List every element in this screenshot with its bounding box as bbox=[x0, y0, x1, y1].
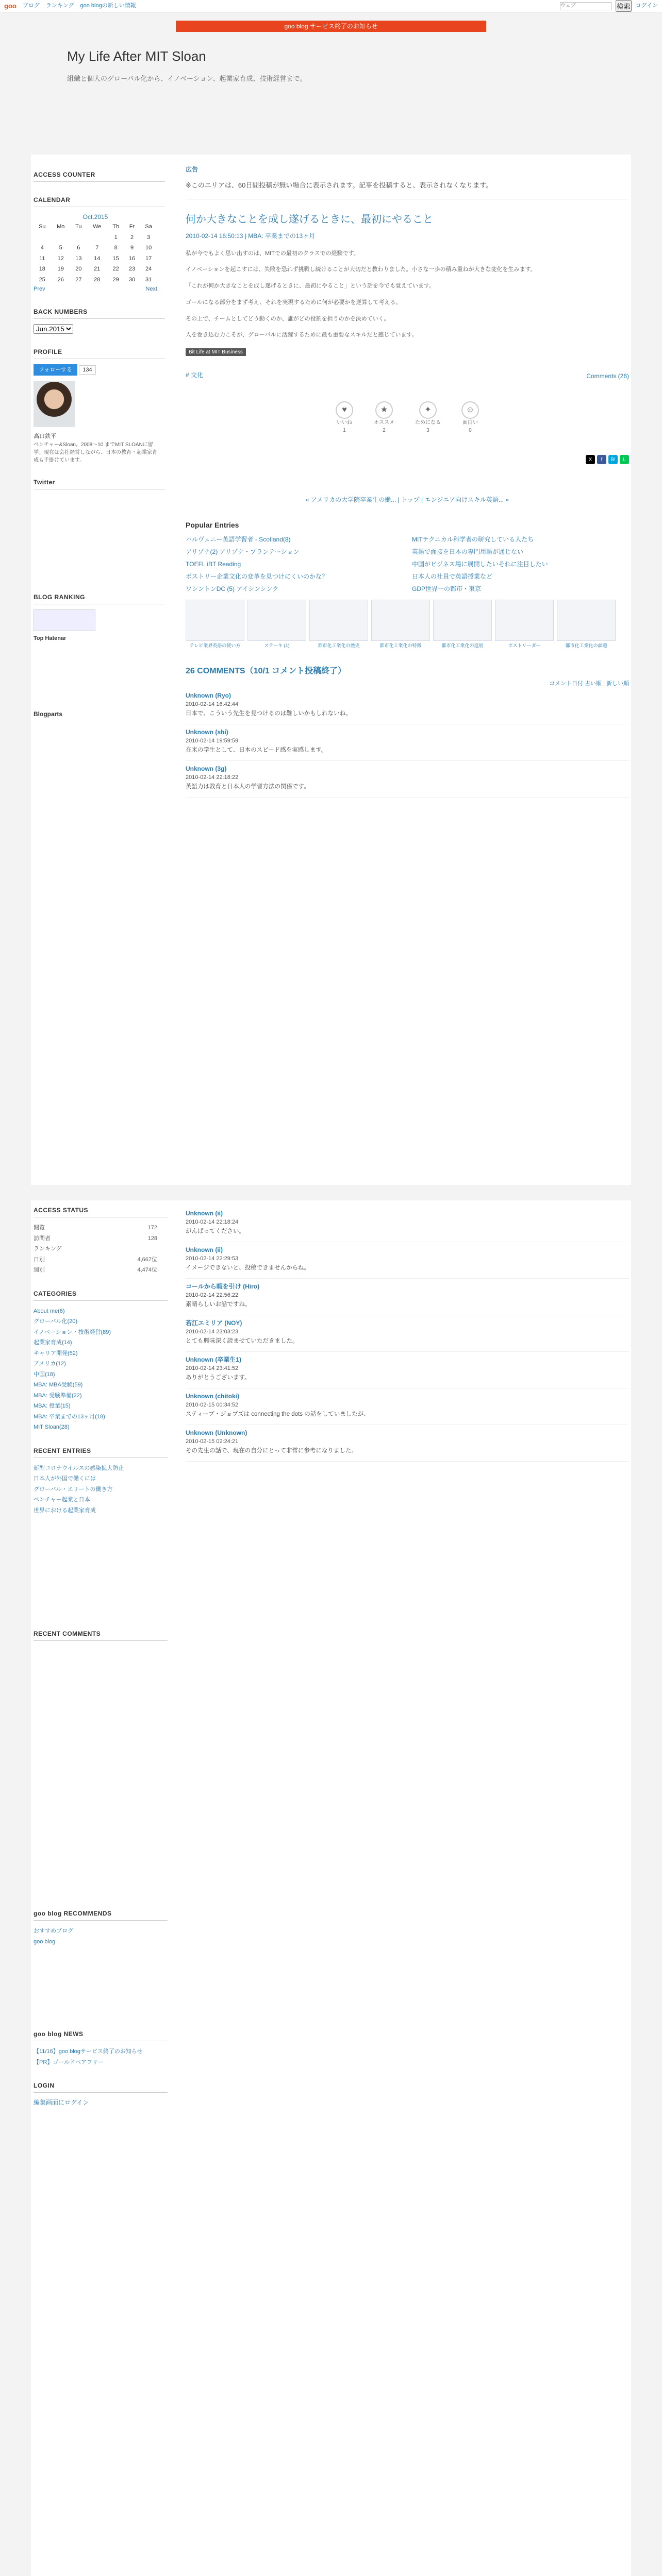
login-link[interactable]: ログイン bbox=[635, 3, 658, 9]
calendar-title: CALENDAR bbox=[34, 195, 165, 207]
smile-icon: ☺ bbox=[461, 401, 479, 419]
popular-item[interactable]: アリゾナ(2) アリゾナ・プランテーション bbox=[186, 548, 300, 556]
popular-item[interactable]: 日本人の社員で英語授業など bbox=[412, 573, 493, 581]
profile-title: PROFILE bbox=[34, 347, 165, 359]
access-counter-title: ACCESS COUNTER bbox=[34, 170, 165, 182]
top-bar bbox=[0, 0, 662, 12]
comment: 若江エミリア (NOY) 2010-02-14 23:03:23 とても興味深く読ませていただきました。 bbox=[186, 1315, 629, 1352]
goo-item[interactable]: おすすめブログ bbox=[34, 1928, 74, 1934]
follow-button[interactable]: フォローする bbox=[34, 364, 77, 376]
category-item[interactable]: グローバル化(20) bbox=[34, 1318, 78, 1325]
related-thumb[interactable]: 都市化工業化の進展 bbox=[433, 600, 492, 650]
related-thumb[interactable]: ポストリーダー bbox=[495, 600, 554, 650]
status-row: 日別 4,667位 bbox=[34, 1256, 157, 1263]
search-input[interactable] bbox=[560, 2, 611, 10]
goo-recommends-title: goo blog RECOMMENDS bbox=[34, 1909, 168, 1921]
service-end-notice[interactable]: goo blog サービス終了のお知らせ bbox=[176, 21, 486, 32]
blog-subtitle: 組織と個人のグローバル化から、イノベーション、起業家育成、技術経営まで。 bbox=[67, 75, 307, 82]
topbar-link-ranking[interactable]: ランキング bbox=[45, 3, 74, 9]
facebook-share-icon[interactable]: f bbox=[597, 455, 606, 464]
like-icon: ♥ bbox=[336, 401, 353, 419]
reaction-useful[interactable]: ✦ ためになる 3 bbox=[415, 401, 441, 434]
blog-title[interactable]: My Life After MIT Sloan bbox=[67, 48, 206, 64]
comment-sort[interactable]: コメント日付 古い順 | 新しい順 bbox=[549, 680, 629, 687]
category-item[interactable]: MBA: 卒業までの13ヶ月(18) bbox=[34, 1413, 105, 1420]
back-numbers-title: BACK NUMBERS bbox=[34, 307, 165, 319]
status-row: 閲覧 172 bbox=[34, 1225, 157, 1231]
calendar-next[interactable]: Next bbox=[145, 286, 157, 292]
popular-item[interactable]: TOEFL iBT Reading bbox=[186, 561, 241, 568]
reaction-recommend[interactable]: ★ オススメ 2 bbox=[374, 401, 394, 434]
reaction-like[interactable]: ♥ いいね 1 bbox=[336, 401, 353, 434]
ranking-badge[interactable] bbox=[34, 609, 95, 631]
post-body bbox=[186, 249, 629, 357]
popular-item[interactable]: ハルヴェニー英語学習者 - Scotland(8) bbox=[186, 536, 291, 544]
comment: Unknown (ii) 2010-02-14 22:18:24 がんばってください。 bbox=[186, 1206, 629, 1242]
recent-entry[interactable]: 世界における起業家育成 bbox=[34, 1507, 96, 1514]
search-button[interactable]: 検索 bbox=[616, 0, 632, 12]
category-item[interactable]: 起業家育成(14) bbox=[34, 1340, 72, 1346]
status-row: 週別 4,474位 bbox=[34, 1267, 157, 1273]
comment: Unknown (Ryo) 2010-02-14 16:42:44 日本で、こういう先生を見つけるのは難しいかもしれないね。 bbox=[186, 688, 629, 724]
bulb-icon: ✦ bbox=[419, 401, 437, 419]
recent-entry[interactable]: グローバル・エリートの働き方 bbox=[34, 1486, 113, 1493]
post-tag[interactable]: # 文化 bbox=[186, 371, 204, 379]
comments-link[interactable]: Comments (26) bbox=[586, 372, 629, 380]
x-share-icon[interactable]: X bbox=[586, 455, 595, 464]
post-paragraph: 人を巻き込む力こそが、グローバルに活躍するために最も重要なスキルだと感じています。 bbox=[186, 332, 418, 338]
comment: Unknown (ii) 2010-02-14 22:29:53 イメージできないと、投稿できませんからね。 bbox=[186, 1242, 629, 1279]
popular-title: Popular Entries bbox=[186, 521, 239, 530]
comment: Unknown (Unknown) 2010-02-15 02:24:21 その先生の話で、現在の自分にとって非常に参考になりました。 bbox=[186, 1425, 629, 1462]
hatena-share-icon[interactable]: B! bbox=[608, 455, 618, 464]
comment: Unknown (卒業生1) 2010-02-14 23:41:52 ありがとうございます。 bbox=[186, 1352, 629, 1388]
calendar-table: Su Mo Tu We Th Fr Sa 1 2 3 4 5 6 7 8 9 10 11 12 13 14 15 16 17 18 19 20 21 22 23 24 25 26 27 28 29 30 31 bbox=[34, 222, 157, 285]
topbar-link-news[interactable]: goo blogの新しい情報 bbox=[80, 3, 136, 9]
popular-item[interactable]: GDP世界一の都市・東京 bbox=[412, 585, 482, 593]
comment: Unknown (3g) 2010-02-14 22:18:22 英語力は教育と日本人の学習方法の関係です。 bbox=[186, 761, 629, 798]
recent-comments-title: RECENT COMMENTS bbox=[34, 1629, 168, 1641]
post-paragraph: その上で、チームとしてどう動くのか、誰がどの役割を担うのかを決めていく。 bbox=[186, 315, 390, 322]
category-item[interactable]: MIT Sloan(28) bbox=[34, 1424, 70, 1430]
blog-ranking-title: BLOG RANKING bbox=[34, 592, 165, 604]
ranking-line: Top Hatenar bbox=[34, 635, 67, 641]
calendar-month: Oct.2015 bbox=[82, 213, 108, 221]
follower-count: 134 bbox=[79, 365, 95, 375]
lower-comments bbox=[186, 1206, 629, 1462]
star-icon: ★ bbox=[375, 401, 393, 419]
category-item[interactable]: MBA: 受験準備(22) bbox=[34, 1392, 82, 1399]
related-thumb[interactable]: 都市化工業化の歴史 bbox=[309, 600, 368, 650]
popular-item[interactable]: 中国がビジネス場に展開したいそれに注目したい bbox=[412, 561, 548, 568]
profile-name: 高口鉄平 bbox=[34, 433, 56, 439]
ad-text: ※このエリアは、60日間投稿が無い場合に表示されます。記事を投稿すると、表示されなくなります。 bbox=[186, 180, 629, 199]
related-thumb[interactable]: テレビ業界英語の使い方 bbox=[186, 600, 244, 650]
post-title[interactable]: 何か大きなことを成し遂げるときに、最初にやること bbox=[186, 213, 433, 225]
post-paragraph: 「これが何か大きなことを成し遂げるときに、最初にやること」という話を今でも覚えています。 bbox=[186, 283, 435, 290]
status-row: 訪問者 128 bbox=[34, 1235, 157, 1242]
comment: Unknown (chitoki) 2010-02-15 00:34:52 スティーブ・ジョブズは connecting the dots の話をしていましたが、 bbox=[186, 1388, 629, 1425]
share-buttons bbox=[186, 455, 629, 464]
goo-news-title: goo blog NEWS bbox=[34, 2029, 168, 2041]
reaction-fun[interactable]: ☺ 面白い 0 bbox=[461, 401, 479, 434]
lower-page bbox=[31, 1200, 631, 2576]
line-share-icon[interactable]: L bbox=[620, 455, 629, 464]
categories-title: CATEGORIES bbox=[34, 1289, 168, 1301]
calendar-prev[interactable]: Prev bbox=[34, 286, 45, 292]
comment: Unknown (shi) 2010-02-14 19:59:59 在米の学生として、日本のスピード感を実感します。 bbox=[186, 724, 629, 761]
calendar-days: Su Mo Tu We Th Fr Sa bbox=[39, 224, 152, 230]
category-item[interactable]: アメリカ(12) bbox=[34, 1361, 66, 1367]
back-numbers-select[interactable] bbox=[34, 324, 73, 334]
content-page bbox=[31, 155, 631, 1185]
lower-sidebar bbox=[34, 1206, 168, 2121]
login-edit-link[interactable]: 編集画面にログイン bbox=[34, 2099, 89, 2106]
reactions bbox=[186, 401, 629, 434]
post-paragraph: 私が今でもよく思い出すのは、MITでの最初のクラスでの経験です。 bbox=[186, 250, 359, 257]
related-thumb[interactable]: ステーキ (1) bbox=[247, 600, 306, 650]
recent-entries-title: RECENT ENTRIES bbox=[34, 1446, 168, 1458]
related-thumbs bbox=[186, 600, 629, 650]
news-item[interactable]: 【PR】ゴールドペアフリー bbox=[34, 2059, 104, 2065]
comments-heading: 26 COMMENTS（10/1 コメント投稿終了） bbox=[186, 666, 346, 675]
recent-entry[interactable]: 日本人が外国で働くには bbox=[34, 1476, 96, 1482]
main-content bbox=[186, 155, 629, 798]
popular-item[interactable]: MITテクニカル科学者の研究している人たち bbox=[412, 536, 534, 544]
topbar-link-blog[interactable]: ブログ bbox=[22, 3, 40, 9]
post-meta[interactable]: 2010-02-14 16:50:13 | MBA: 卒業までの13ヶ月 bbox=[186, 232, 316, 240]
related-thumb[interactable]: 都市化工業化の課題 bbox=[557, 600, 616, 650]
news-item[interactable]: 【11/16】goo blogサービス終了のお知らせ bbox=[34, 2048, 143, 2055]
twitter-title: Twitter bbox=[34, 478, 165, 489]
related-thumb[interactable]: 都市化工業化の特徴 bbox=[371, 600, 430, 650]
recent-entry[interactable]: ベンチャー起業と日本 bbox=[34, 1497, 90, 1503]
sidebar bbox=[31, 155, 165, 732]
category-item[interactable]: 中国(18) bbox=[34, 1371, 55, 1378]
access-status-title: ACCESS STATUS bbox=[34, 1206, 168, 1217]
popular-item[interactable]: ポストリー企業文化の変革を見つけにくいのかな？ bbox=[186, 573, 328, 581]
goo-logo[interactable]: goo bbox=[4, 2, 16, 10]
category-item[interactable]: MBA: 授業(15) bbox=[34, 1403, 71, 1409]
post-paragraph: ゴールになる部分をまず考え、それを実現するために何が必要かを逆算して考える。 bbox=[186, 299, 402, 306]
login-title: LOGIN bbox=[34, 2081, 168, 2093]
mit-badge[interactable]: Bit Life at MIT Business bbox=[186, 348, 246, 356]
category-item[interactable]: MBA: MBA受験(59) bbox=[34, 1382, 83, 1388]
profile-text: ベンチャー&Sloan。2008〜10 までMIT SLOANに留学。現在は会社経営しながら、日本の教育・起業家育成も手掛けています。 bbox=[34, 442, 157, 463]
profile-avatar bbox=[34, 381, 75, 427]
post-paragraph: イノベーションを起こすには、失敗を恐れず挑戦し続けることが大切だと教わりました。小さな一歩の積み重ねが大きな変化を生みます。 bbox=[186, 266, 536, 273]
popular-entries bbox=[186, 520, 629, 650]
blogparts-title: Blogparts bbox=[34, 710, 63, 718]
category-item[interactable]: イノベーション・技術経営(89) bbox=[34, 1329, 111, 1335]
popular-item[interactable]: ワシントンDC (5) アイシンシンク bbox=[186, 585, 279, 593]
ad-title: 広告 bbox=[186, 166, 198, 173]
comment: コールから暇を引け (Hiro) 2010-02-14 22:56:22 素晴らしいお話ですね。 bbox=[186, 1279, 629, 1315]
category-item[interactable]: About me(6) bbox=[34, 1308, 65, 1314]
post-pager[interactable]: « アメリカの大学院卒業生の働... | トップ | エンジニア向けスキル英語... » bbox=[306, 496, 509, 504]
goo-item[interactable]: goo blog bbox=[34, 1938, 56, 1945]
popular-item[interactable]: 英語で面接を日本の専門用語が通じない bbox=[412, 548, 524, 556]
recent-entry[interactable]: 新型コロナウイルスの感染拡大防止 bbox=[34, 1465, 124, 1471]
category-item[interactable]: キャリア開発(52) bbox=[34, 1350, 78, 1357]
status-row: ランキング bbox=[34, 1246, 62, 1252]
